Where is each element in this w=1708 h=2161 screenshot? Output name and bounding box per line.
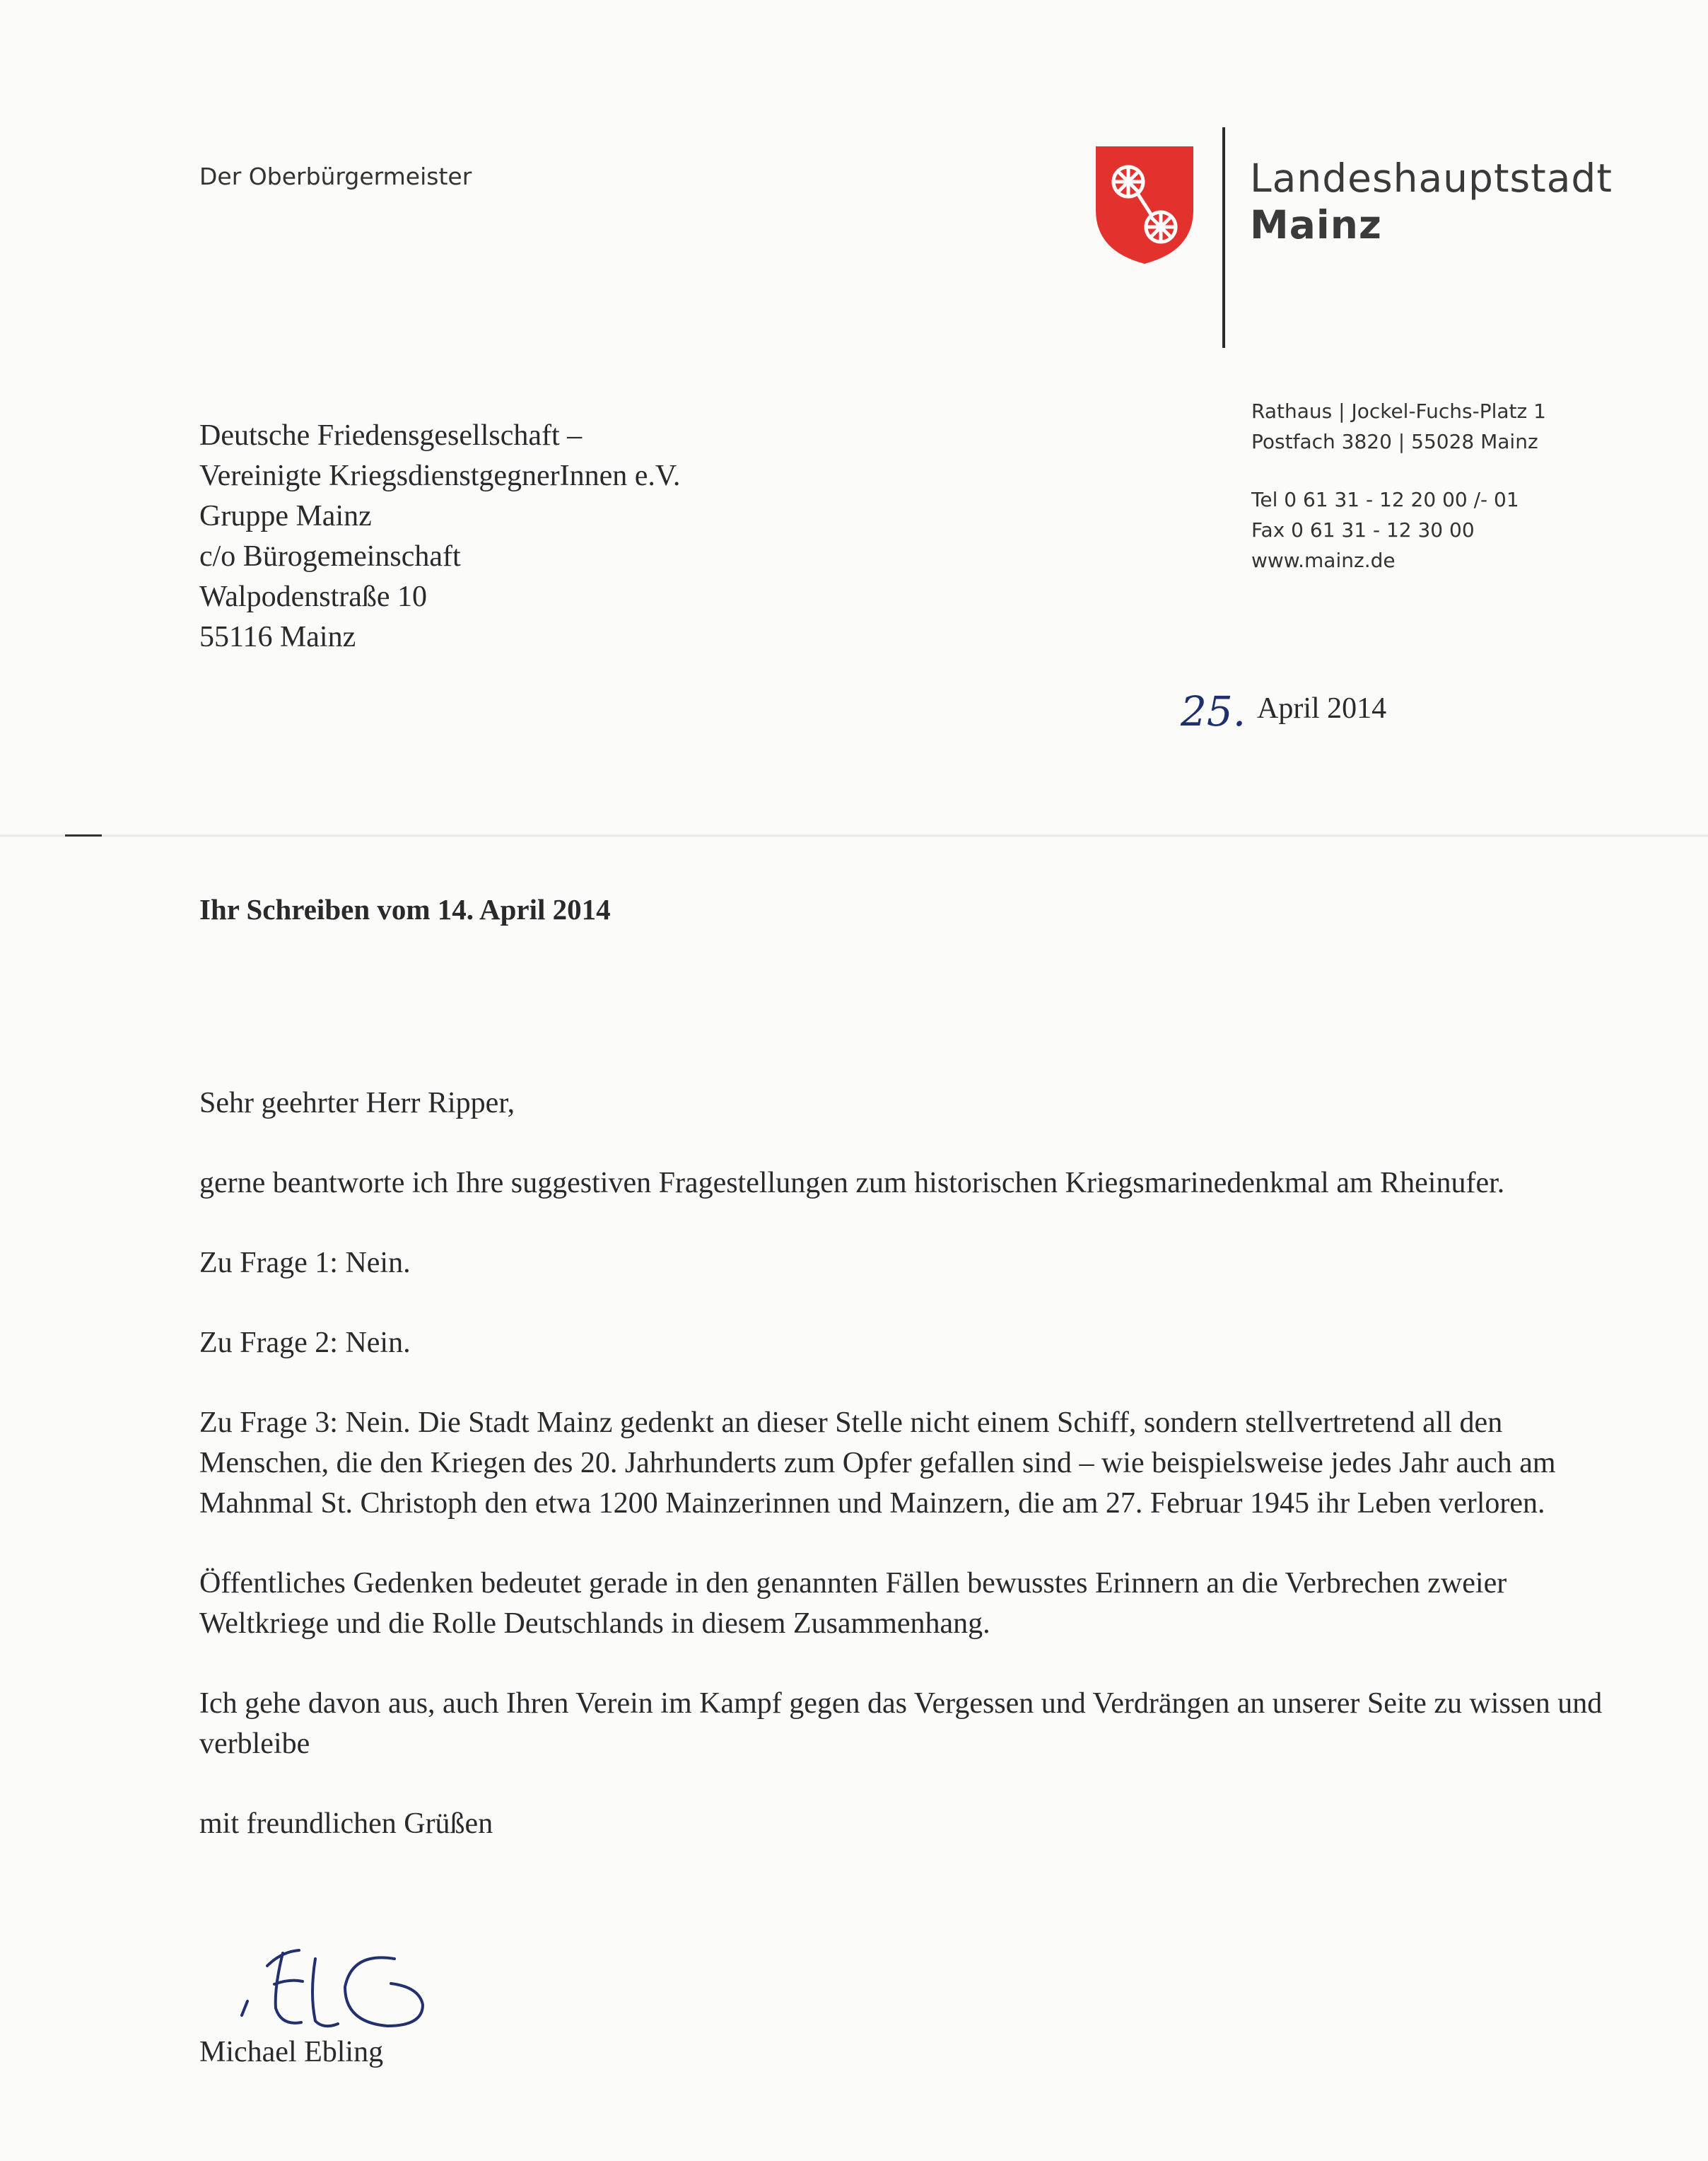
salutation: Sehr geehrter Herr Ripper, (199, 1087, 515, 1119)
paper-fold-line (0, 834, 1708, 837)
contact-address-line2: Postfach 3820 | 55028 Mainz (1251, 430, 1538, 453)
answer-question-2: Zu Frage 2: Nein. (199, 1327, 411, 1359)
letter-body (199, 1083, 1613, 1844)
closing-greeting: mit freundlichen Grüßen (199, 1807, 493, 1840)
signer-name: Michael Ebling (199, 2036, 384, 2068)
letterhead-divider (1222, 127, 1225, 348)
recipient-line: c/o Bürogemeinschaft (199, 540, 461, 573)
recipient-line: Walpodenstraße 10 (199, 581, 428, 613)
recipient-line: Vereinigte KriegsdienstgegnerInnen e.V. (199, 460, 681, 492)
body-paragraph: gerne beantworte ich Ihre suggestiven Fragestellungen zum historischen Kriegsmarinedenkmal am Rheinufer. (199, 1167, 1505, 1199)
answer-question-1: Zu Frage 1: Nein. (199, 1247, 411, 1279)
contact-tel: Tel 0 61 31 - 12 20 00 /- 01 (1251, 488, 1519, 511)
contact-website: www.mainz.de (1251, 549, 1396, 572)
recipient-line: 55116 Mainz (199, 621, 356, 653)
answer-question-3: Zu Frage 3: Nein. Die Stadt Mainz gedenkt an dieser Stelle nicht einem Schiff, sondern stellvertretend all den Menschen, die den Kriegen des 20. Jahrhunderts zum Opfer gefallen sind – wie beispielsweise jedes Jahr auch am Mahnmal St. Christoph den etwa 1200 Mainzerinnen und Mainzern, die am 27. Februar 1945 ihr Leben verloren. (199, 1406, 1556, 1520)
recipient-address (199, 416, 680, 658)
coat-of-arms-icon (1094, 145, 1195, 265)
letter-date: April 2014 (1257, 692, 1387, 725)
handwritten-signature (232, 1938, 451, 2044)
city-title-line2: Mainz (1250, 202, 1382, 247)
recipient-line: Deutsche Friedensgesellschaft – (199, 419, 583, 452)
sender-title: Der Oberbürgermeister (199, 163, 472, 190)
body-paragraph: Ich gehe davon aus, auch Ihren Verein im Kampf gegen das Vergessen und Verdrängen an unserer Seite zu wissen und verbleibe (199, 1687, 1603, 1760)
contact-fax: Fax 0 61 31 - 12 30 00 (1251, 518, 1475, 542)
fold-mark (65, 834, 102, 837)
recipient-line: Gruppe Mainz (199, 500, 372, 532)
body-paragraph: Öffentliches Gedenken bedeutet gerade in den genannten Fällen bewusstes Erinnern an die Verbrechen zweier Weltkriege und die Rolle Deutschlands in diesem Zusammenhang. (199, 1567, 1507, 1640)
handwritten-day (1179, 685, 1250, 735)
city-title-line1: Landeshauptstadt (1250, 156, 1613, 201)
svg-text:25.: 25. (1181, 687, 1246, 735)
subject-line: Ihr Schreiben vom 14. April 2014 (199, 893, 611, 926)
contact-address-line1: Rathaus | Jockel-Fuchs-Platz 1 (1251, 400, 1546, 423)
